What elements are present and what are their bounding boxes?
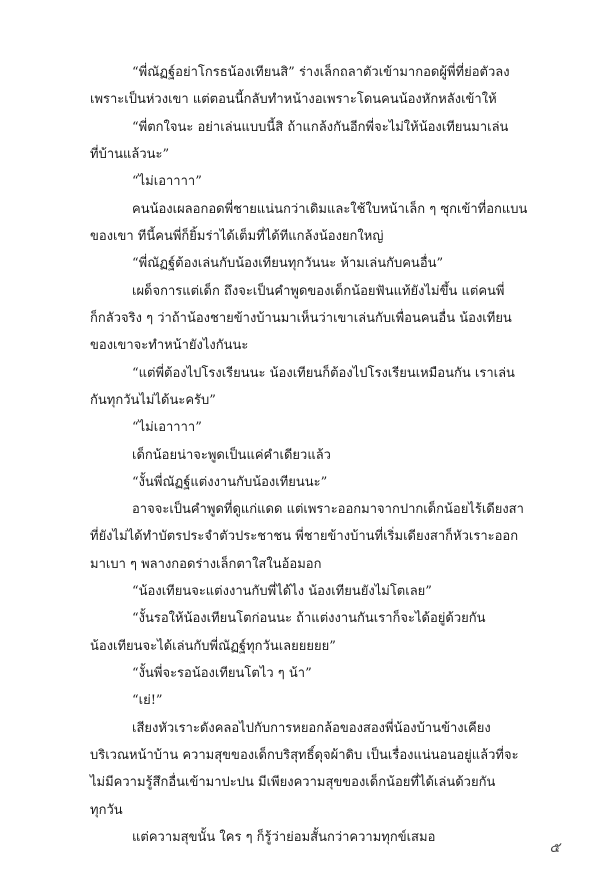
text-line: คนน้องเผลอกอดพี่ชายแน่นกว่าเดิมและใช้ใบหน้าเล็ก ๆ ซุกเข้าที่อกแบน bbox=[132, 201, 528, 217]
text-line: ของเขาจะทำหน้ายังไงกันนะ bbox=[90, 338, 249, 354]
text-line: “ไม่เอาาาา” bbox=[132, 420, 202, 436]
text-line: แต่ความสุขนั้น ใคร ๆ ก็รู้ว่าย่อมสั้นกว่าความทุกข์เสมอ bbox=[132, 830, 436, 845]
text-line: “พี่ณัฏฐ์อย่าโกรธน้องเทียนสิ” ร่างเล็กถลาตัวเข้ามากอดผู้พี่ที่ย่อตัวลง bbox=[132, 65, 510, 80]
text-line: “ไม่เอาาาา” bbox=[132, 174, 202, 190]
text-line: “แต่พี่ต้องไปโรงเรียนนะ น้องเทียนก็ต้องไปโรงเรียนเหมือนกัน เราเล่น bbox=[132, 365, 515, 381]
text-line: เสียงหัวเราะดังคลอไปกับการหยอกล้อของสองพี่น้องบ้านข้างเคียง bbox=[132, 720, 491, 736]
text-line: ที่บ้านแล้วนะ” bbox=[90, 146, 170, 162]
text-line: ทุกวัน bbox=[90, 802, 123, 818]
text-line: เผด็จการแต่เด็ก ถึงจะเป็นคำพูดของเด็กน้อยฟันแท้ยังไม่ขึ้น แต่คนพี่ bbox=[132, 283, 505, 299]
text-line: มาเบา ๆ พลางกอดร่างเล็กตาใสในอ้อมอก bbox=[90, 556, 322, 572]
text-line: อาจจะเป็นคำพูดที่ดูแก่แดด แต่เพราะออกมาจากปากเด็กน้อยไร้เดียงสา bbox=[132, 502, 524, 518]
text-line: “งั้นพี่ณัฏฐ์แต่งงานกับน้องเทียนนะ” bbox=[132, 474, 328, 490]
text-line: “งั้นรอให้น้องเทียนโตก่อนนะ ถ้าแต่งงานกันเราก็จะได้อยู่ด้วยกัน bbox=[132, 611, 486, 627]
text-line: “พี่ตกใจนะ อย่าเล่นแบบนี้สิ ถ้าแกล้งกันอีกพี่จะไม่ให้น้องเทียนมาเล่น bbox=[132, 119, 509, 135]
text-line: บริเวณหน้าบ้าน ความสุขของเด็กบริสุทธิ์ดุจผ้าดิบ เป็นเรื่องแน่นอนอยู่แล้วที่จะ bbox=[90, 748, 519, 764]
text-line: “งั้นพี่จะรอน้องเทียนโตไว ๆ น้า” bbox=[132, 666, 312, 682]
text-line: เพราะเป็นห่วงเขา แต่ตอนนี้กลับทำหน้างอเพราะโดนคนน้องหักหลังเข้าให้ bbox=[90, 92, 497, 108]
text-line: ของเขา ทีนี้คนพี่ก็ยิ้มร่าได้เต็มที่ได้ทีแกล้งน้องยกใหญ่ bbox=[90, 228, 384, 244]
text-line: “น้องเทียนจะแต่งงานกับพี่ได้ไง น้องเทียนยังไม่โตเลย” bbox=[132, 584, 432, 600]
text-line: เด็กน้อยน่าจะพูดเป็นแค่คำเดียวแล้ว bbox=[132, 447, 331, 463]
text-line: “พี่ณัฏฐ์ต้องเล่นกับน้องเทียนทุกวันนะ ห้ามเล่นกับคนอื่น” bbox=[132, 256, 444, 272]
text-line: ไม่มีความรู้สึกอื่นเข้ามาปะปน มีเพียงความสุขของเด็กน้อยที่ได้เล่นด้วยกัน bbox=[90, 775, 496, 791]
page-number: ๕ bbox=[549, 840, 560, 856]
text-line: ก็กลัวจริง ๆ ว่าถ้าน้องชายข้างบ้านมาเห็นว่าเขาเล่นกับเพื่อนคนอื่น น้องเทียน bbox=[90, 310, 512, 326]
text-line: กันทุกวันไม่ได้นะครับ” bbox=[90, 392, 216, 408]
text-line: ที่ยังไม่ได้ทำบัตรประจำตัวประชาชน พี่ชายข้างบ้านที่เริ่มเดียงสาก็หัวเราะออก bbox=[90, 529, 519, 545]
text-line: “เย่!” bbox=[132, 693, 163, 709]
text-line: น้องเทียนจะได้เล่นกับพี่ณัฏฐ์ทุกวันเลยยยยย” bbox=[90, 638, 336, 654]
